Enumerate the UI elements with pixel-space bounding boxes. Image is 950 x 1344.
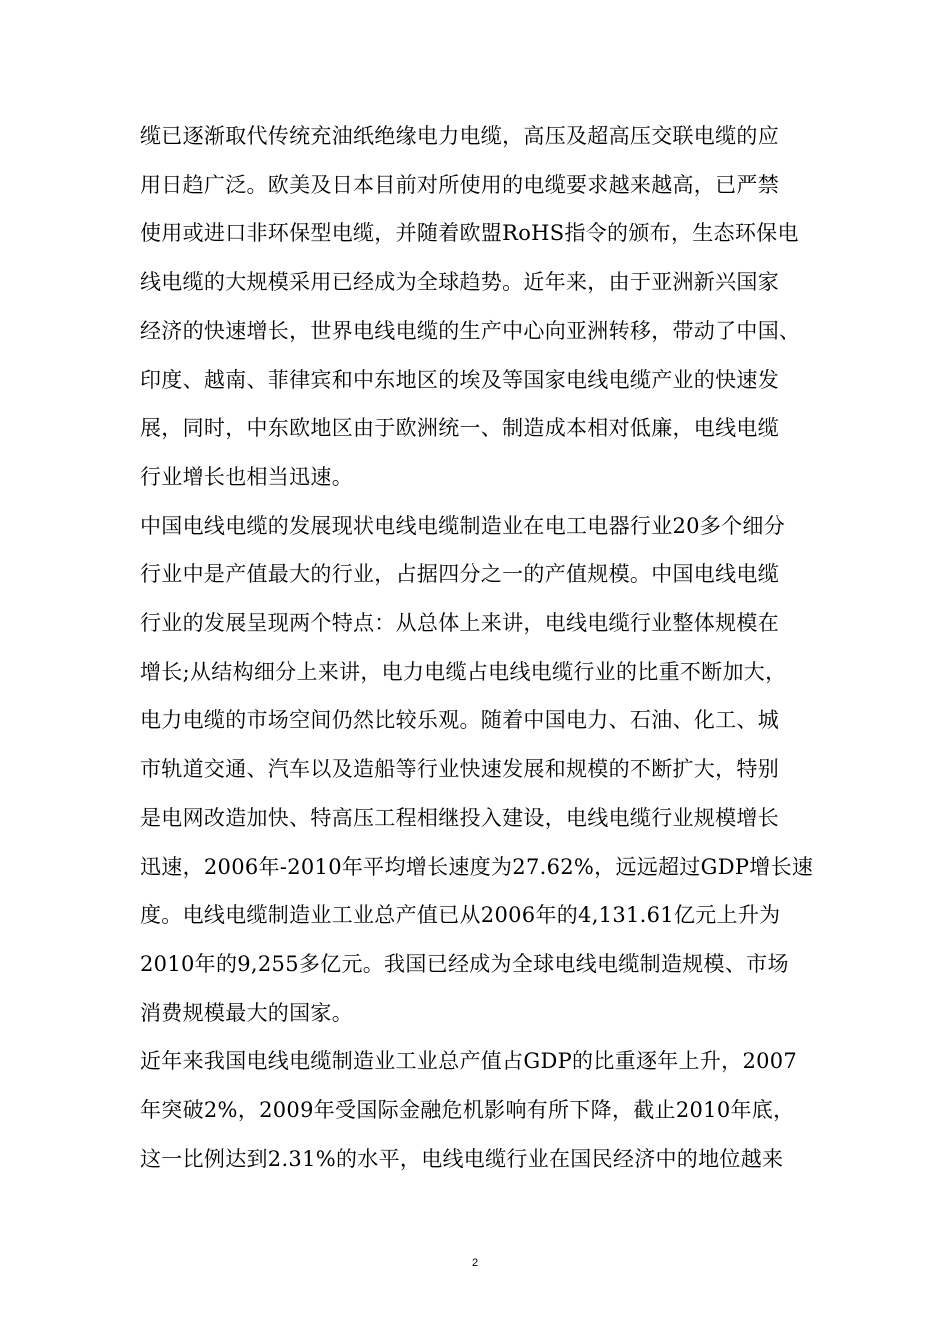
text-line: 年突破2%，2009年受国际金融危机影响有所下降，截止2010年底， — [140, 1098, 795, 1123]
text-line: 电力电缆的市场空间仍然比较乐观。随着中国电力、石油、化工、城 — [140, 708, 779, 733]
text-line: 2010年的9,255多亿元。我国已经成为全球电线电缆制造规模、市场 — [140, 951, 789, 976]
text-line: 行业中是产值最大的行业，占据四分之一的产值规模。中国电线电缆 — [140, 562, 779, 587]
text-line: 近年来我国电线电缆制造业工业总产值占GDP的比重逐年上升，2007 — [140, 1049, 798, 1074]
text-line: 消费规模最大的国家。 — [140, 1000, 353, 1025]
text-line: 行业增长也相当迅速。 — [140, 464, 353, 489]
text-line: 展，同时，中东欧地区由于欧洲统一、制造成本相对低廉，电线电缆 — [140, 416, 779, 441]
text-line: 行业的发展呈现两个特点：从总体上来讲，电线电缆行业整体规模在 — [140, 611, 779, 636]
paragraph-2 — [140, 502, 840, 1038]
text-line: 中国电线电缆的发展现状电线电缆制造业在电工电器行业20多个细分 — [140, 513, 786, 538]
text-line: 经济的快速增长，世界电线电缆的生产中心向亚洲转移，带动了中国、 — [140, 318, 801, 343]
text-line: 用日趋广泛。欧美及日本目前对所使用的电缆要求越来越高，已严禁 — [140, 172, 779, 197]
text-line: 使用或进口非环保型电缆，并随着欧盟RoHS指令的颁布，生态环保电 — [140, 221, 799, 246]
text-line: 度。电线电缆制造业工业总产值已从2006年的4,131.61亿元上升为 — [140, 903, 781, 928]
text-line: 印度、越南、菲律宾和中东地区的埃及等国家电线电缆产业的快速发 — [140, 367, 779, 392]
paragraph-3 — [140, 1037, 840, 1183]
paragraph-1 — [140, 112, 840, 502]
text-line: 迅速，2006年-2010年平均增长速度为27.62%，远远超过GDP增长速 — [140, 854, 814, 879]
document-body — [140, 112, 840, 1183]
text-line: 这一比例达到2.31%的水平，电线电缆行业在国民经济中的地位越来 — [140, 1146, 784, 1171]
page-number: 2 — [471, 1257, 479, 1269]
text-line: 是电网改造加快、特高压工程相继投入建设，电线电缆行业规模增长 — [140, 805, 779, 830]
text-line: 市轨道交通、汽车以及造船等行业快速发展和规模的不断扩大，特别 — [140, 757, 779, 782]
text-line: 缆已逐渐取代传统充油纸绝缘电力电缆，高压及超高压交联电缆的应 — [140, 124, 779, 148]
text-line: 增长;从结构细分上来讲，电力电缆占电线电缆行业的比重不断加大， — [140, 659, 787, 684]
text-line: 线电缆的大规模采用已经成为全球趋势。近年来，由于亚洲新兴国家 — [140, 270, 779, 295]
